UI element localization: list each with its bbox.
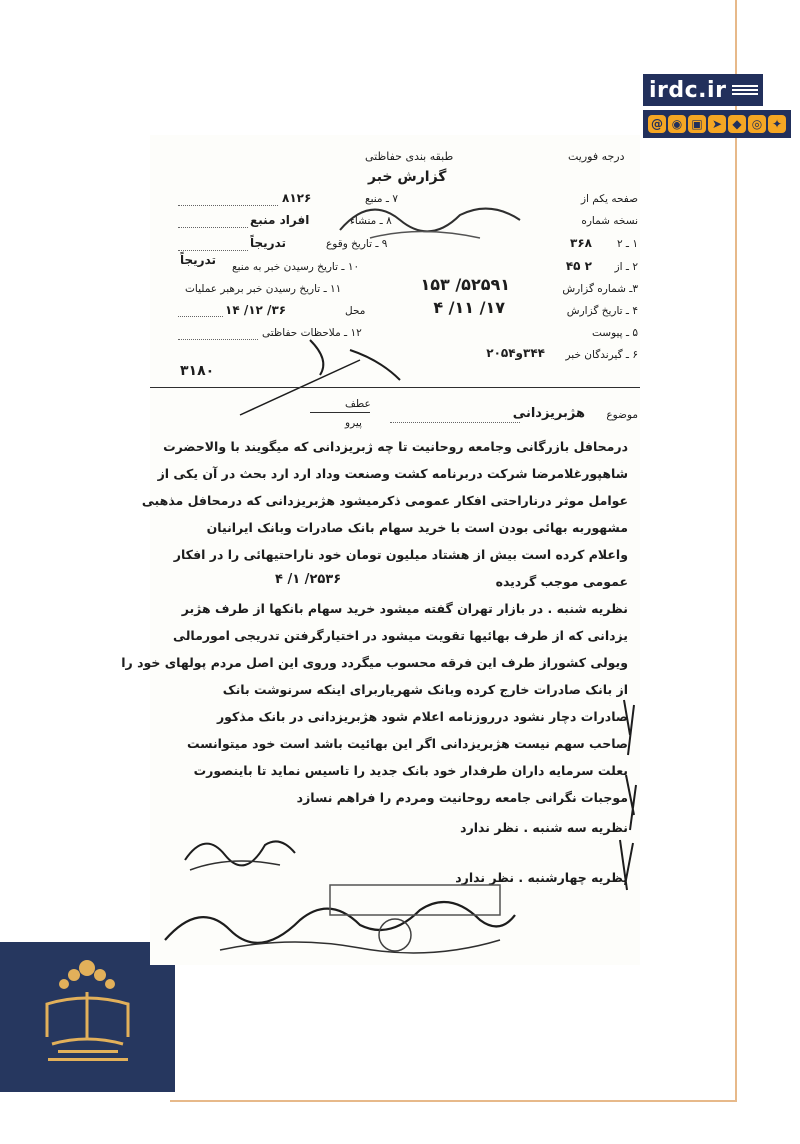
twitter-icon[interactable]: ✦: [768, 115, 786, 133]
field-attachment-label: ۵ ـ پیوست: [591, 327, 638, 339]
body-line-14: موجبات نگرانی جامعه روحانیت ومردم را فراهم نسازد: [296, 790, 628, 805]
body-line-8: یزدانی که از طرف بهائیها تقویت میشود در اختیارگرفتن تدریجی امورمالی: [173, 628, 628, 643]
field-page-label: صفحه یکم از: [580, 193, 638, 205]
irdc-site-label: irdc.ir: [649, 77, 727, 103]
scanned-report-page: [121, 135, 640, 965]
subject-value: هژبریزدانی: [512, 406, 585, 421]
field-received-by-source-value: تدریجاً: [180, 253, 217, 267]
field-1-label: ۱ ـ ۲: [616, 238, 638, 250]
field-location-value: ۳۶/ ۱۲/ ۱۴: [225, 303, 287, 317]
instagram-icon[interactable]: ◎: [748, 115, 766, 133]
body-line-1: درمحافل بازرگانی وجامعه روحانیت تا چه ژبریزدانی که میگویند با والاحضرت: [163, 439, 628, 454]
aparat-icon[interactable]: ◉: [668, 115, 686, 133]
handwritten-annotation-top: [330, 190, 530, 250]
body-line-16: نظریه چهارشنبه . نظر ندارد: [455, 870, 628, 885]
field-report-date-label: ۴ ـ تاریخ گزارش: [566, 305, 638, 317]
field-source-value: ۸۱۲۶: [282, 191, 312, 205]
field-received-by-leader-label: ۱۱ ـ تاریخ رسیدن خبر برهبر عملیات: [185, 283, 342, 295]
film-icon[interactable]: ▣: [688, 115, 706, 133]
field-recipients-value: ۳۴۴و۲۰۵۴: [486, 346, 545, 360]
body-line-12: صاحب سهم نیست هژبریزدانی اگر این بهائیت باشد است خود میتوانست: [187, 736, 628, 751]
field-copy-label: نسخه شماره: [581, 215, 638, 227]
irdc-sub-lines: [732, 85, 758, 95]
signature-1: [180, 825, 300, 875]
field-received-by-source-label: ۱۰ ـ تاریخ رسیدن خبر به منبع: [232, 261, 360, 273]
field-1-value: ۳۶۸: [570, 236, 592, 250]
field-report-number-label: ۳ـ شماره گزارش: [562, 283, 638, 295]
field-2-label: ۲ ـ از: [614, 261, 638, 273]
telegram-icon[interactable]: ➤: [708, 115, 726, 133]
body-line-11: صادرات دچار نشود درروزنامه اعلام شود هژبریزدانی در بانک مذکور: [216, 709, 628, 724]
field-report-number-value: ۵۲۵۹۱/ ۱۵۳: [420, 275, 510, 294]
field-recipients-label: ۶ ـ گیرندگان خبر: [565, 349, 638, 361]
body-line-5: واعلام کرده است بیش از هشتاد میلیون تومان خود ناراحتیهائی را در افکار: [173, 547, 628, 562]
institution-seal: [0, 942, 175, 1092]
body-line-15: نظریه سه شنبه . نظر ندارد: [460, 820, 628, 835]
field-source-label: ۷ ـ منبع: [365, 193, 398, 205]
stamp-number: ۲۵۳۶/ ۱/ ۴: [275, 572, 342, 587]
urgency-label: درجه فوریت: [568, 150, 625, 163]
bale-icon[interactable]: ◆: [728, 115, 746, 133]
social-icons-bar: [643, 110, 791, 138]
subject-label: موضوع: [606, 409, 638, 421]
field-origin-label: ۸ ـ منشاء: [350, 215, 392, 227]
field-occurrence-value: تدریجاً: [250, 236, 287, 250]
irdc-logo[interactable]: [643, 74, 763, 106]
body-line-10: از بانک صادرات خارج کرده وبانک شهریاربرای اینکه سرنوشت بانک: [222, 682, 628, 697]
body-line-2: شاهپورغلامرضا شرکت دربرنامه کشت وصنعت وداد ارد ارد بحث در آن یکی از: [157, 466, 628, 481]
field-origin-value: افراد منبع: [250, 213, 310, 227]
body-line-7: نظریه شنبه . در بازار تهران گفته میشود خرید سهام بانکها از طرف هژبر: [181, 601, 628, 616]
field-security-notes-label: ۱۲ ـ ملاحظات حفاظتی: [262, 327, 362, 339]
margin-handwriting: [620, 695, 642, 835]
email-icon[interactable]: @: [648, 115, 666, 133]
body-line-13: بعلت سرمایه داران طرفدار خود بانک جدید را تاسیس نماید تا باینصورت: [193, 763, 628, 778]
classification-label: طبقه بندی حفاظتی: [365, 150, 454, 163]
peyro-label: پیرو: [345, 417, 362, 429]
seal-emblem-icon: [0, 942, 175, 1092]
margin-handwriting-lower: [615, 835, 640, 895]
body-line-6: عمومی موجب گردیده: [495, 574, 628, 589]
signature-block: [160, 880, 520, 955]
handwritten-number: ۳۱۸۰: [180, 363, 215, 379]
body-line-9: ویولی کشوراز طرف این فرقه محسوب میگردد وروی این اصل مردم پولهای خود را: [121, 655, 628, 670]
frame-line-bottom: [170, 1100, 737, 1102]
body-line-4: مشهوربه بهائی بودن است با خرید سهام بانک صادرات وبانک ایرانیان: [206, 520, 628, 535]
field-location-label: محل: [345, 305, 366, 317]
body-line-3: عوامل موثر درناراحتی افکار عمومی ذکرمیشود هژبریزدانی که درمحافل مذهبی: [141, 493, 628, 508]
field-occurrence-label: ۹ ـ تاریخ وقوع: [326, 238, 388, 250]
field-report-date-value: ۱۷/ ۱۱/ ۴: [433, 298, 505, 317]
field-2-value: ۲ ۴۵: [565, 259, 592, 273]
frame-line-right: [735, 0, 737, 1102]
atf-label: عطف: [345, 398, 371, 410]
report-title: گزارش خبر: [368, 169, 447, 185]
